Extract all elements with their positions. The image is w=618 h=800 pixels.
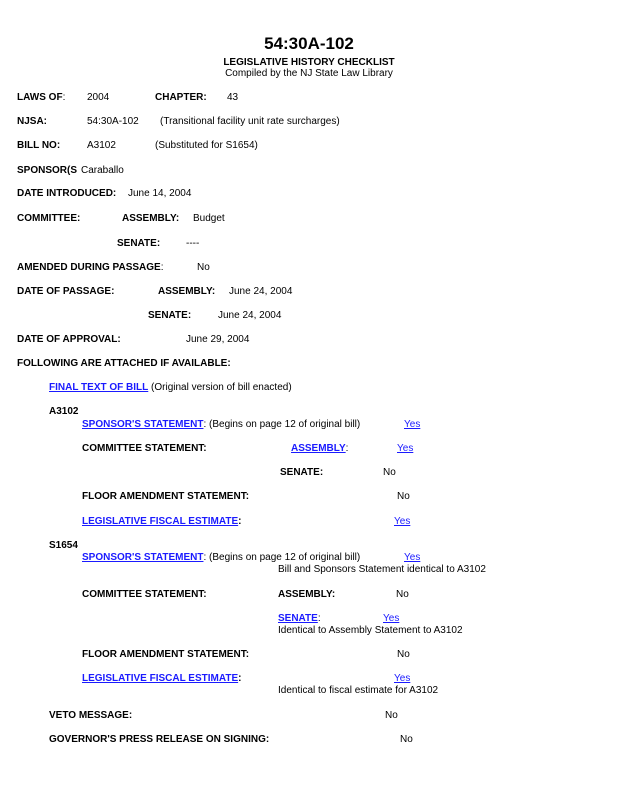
laws-of-row <box>17 92 65 103</box>
s1654-sponsor-row <box>82 552 360 563</box>
amended-colon: : <box>160 262 164 273</box>
chapter-value: 43 <box>227 92 239 103</box>
s1654-senate-sub: Identical to Assembly Statement to A3102 <box>278 625 463 636</box>
a3102-heading: A3102 <box>49 406 79 417</box>
laws-of-colon: : <box>62 92 66 103</box>
s1654-committee-label: COMMITTEE STATEMENT: <box>82 589 207 600</box>
s1654-senate-link[interactable]: SENATE <box>278 613 318 624</box>
final-text-row <box>49 382 292 393</box>
s1654-heading: S1654 <box>49 540 78 551</box>
a3102-assembly-link[interactable]: ASSEMBLY <box>291 443 346 454</box>
passage-assembly-label: ASSEMBLY: <box>158 286 216 297</box>
a3102-assembly-row <box>291 443 348 454</box>
a3102-sponsor-row <box>82 419 360 430</box>
s1654-sponsor-sub: Bill and Sponsors Statement identical to A3102 <box>278 564 486 575</box>
press-release-value: No <box>400 734 413 745</box>
a3102-assembly-yes-link[interactable]: Yes <box>397 443 414 454</box>
date-of-approval-label: DATE OF APPROVAL: <box>17 334 121 345</box>
committee-assembly-label: ASSEMBLY: <box>122 213 180 224</box>
laws-of-label: LAWS OF <box>17 92 63 103</box>
veto-label: VETO MESSAGE: <box>49 710 133 721</box>
s1654-floor-value: No <box>397 649 410 660</box>
s1654-assembly-label: ASSEMBLY: <box>278 589 336 600</box>
passage-senate-value: June 24, 2004 <box>218 310 282 321</box>
laws-of-value: 2004 <box>87 92 110 103</box>
s1654-senate-colon: : <box>317 613 321 624</box>
chapter-label: CHAPTER: <box>155 92 207 103</box>
amended-row <box>17 262 164 273</box>
press-release-label: GOVERNOR'S PRESS RELEASE ON SIGNING: <box>49 734 270 745</box>
a3102-sponsor-statement-link[interactable]: SPONSOR'S STATEMENT <box>82 419 204 430</box>
njsa-value: 54:30A-102 <box>87 116 139 127</box>
amended-value: No <box>197 262 210 273</box>
a3102-sponsor-yes-link[interactable]: Yes <box>404 419 421 430</box>
s1654-sponsor-note: : (Begins on page 12 of original bill) <box>203 552 361 563</box>
bill-no-value: A3102 <box>87 140 116 151</box>
passage-assembly-value: June 24, 2004 <box>229 286 293 297</box>
a3102-sponsor-note: : (Begins on page 12 of original bill) <box>203 419 361 430</box>
sponsor-value: Caraballo <box>81 165 124 176</box>
s1654-fiscal-link[interactable]: LEGISLATIVE FISCAL ESTIMATE <box>82 673 239 684</box>
final-text-note: (Original version of bill enacted) <box>148 382 292 393</box>
final-text-link[interactable]: FINAL TEXT OF BILL <box>49 382 149 393</box>
a3102-fiscal-link[interactable]: LEGISLATIVE FISCAL ESTIMATE <box>82 516 239 527</box>
date-introduced-value: June 14, 2004 <box>128 188 192 199</box>
checklist-title: LEGISLATIVE HISTORY CHECKLIST <box>223 57 395 68</box>
a3102-senate-value: No <box>383 467 396 478</box>
a3102-floor-label: FLOOR AMENDMENT STATEMENT: <box>82 491 250 502</box>
following-heading: FOLLOWING ARE ATTACHED IF AVAILABLE: <box>17 358 231 369</box>
s1654-senate-yes-link[interactable]: Yes <box>383 613 400 624</box>
passage-senate-label: SENATE: <box>148 310 192 321</box>
njsa-label: NJSA: <box>17 116 48 127</box>
amended-label: AMENDED DURING PASSAGE <box>17 262 161 273</box>
a3102-fiscal-colon: : <box>238 516 242 527</box>
a3102-fiscal-row <box>82 516 241 527</box>
a3102-assembly-colon: : <box>345 443 349 454</box>
s1654-senate-row <box>278 613 321 624</box>
committee-assembly-value: Budget <box>193 213 225 224</box>
bill-no-label: BILL NO: <box>17 140 61 151</box>
s1654-fiscal-yes-link[interactable]: Yes <box>394 673 411 684</box>
s1654-fiscal-sub: Identical to fiscal estimate for A3102 <box>278 685 439 696</box>
veto-value: No <box>385 710 398 721</box>
committee-senate-label: SENATE: <box>117 238 161 249</box>
date-introduced-label: DATE INTRODUCED: <box>17 188 117 199</box>
bill-no-note: (Substituted for S1654) <box>155 140 258 151</box>
a3102-senate-label: SENATE: <box>280 467 324 478</box>
committee-label: COMMITTEE: <box>17 213 81 224</box>
s1654-sponsor-statement-link[interactable]: SPONSOR'S STATEMENT <box>82 552 204 563</box>
s1654-floor-label: FLOOR AMENDMENT STATEMENT: <box>82 649 250 660</box>
njsa-note: (Transitional facility unit rate surcharges) <box>160 116 340 127</box>
date-of-passage-label: DATE OF PASSAGE: <box>17 286 115 297</box>
s1654-fiscal-colon: : <box>238 673 242 684</box>
a3102-fiscal-yes-link[interactable]: Yes <box>394 516 411 527</box>
s1654-fiscal-row <box>82 673 241 684</box>
compiled-by: Compiled by the NJ State Law Library <box>225 68 393 79</box>
s1654-assembly-value: No <box>396 589 409 600</box>
committee-senate-value: ---- <box>186 238 200 249</box>
page-title: 54:30A-102 <box>264 34 354 53</box>
sponsor-label: SPONSOR(S <box>17 165 78 176</box>
date-of-approval-value: June 29, 2004 <box>186 334 250 345</box>
a3102-committee-label: COMMITTEE STATEMENT: <box>82 443 207 454</box>
a3102-floor-value: No <box>397 491 410 502</box>
s1654-sponsor-yes-link[interactable]: Yes <box>404 552 421 563</box>
